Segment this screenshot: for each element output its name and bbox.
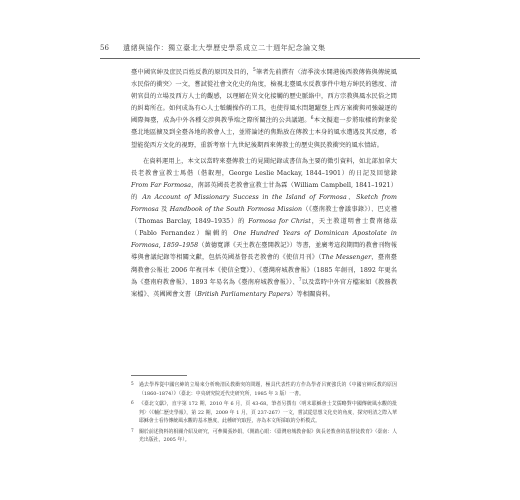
footnote bbox=[131, 400, 397, 426]
footnote-number: 5 bbox=[131, 381, 134, 386]
italic-title: The Messenger bbox=[321, 254, 372, 262]
footnote-text: 過去學界從中國官紳的立場來分析晚清民教衝突的問題，極具代表性的方作為學者呂實強氏的《中國官紳反教的原因（1860–1874）》（臺北：中央研究院近代史研究所，1985 年 3 版）一書。 bbox=[139, 382, 397, 397]
text-run: （黃德寬譯《天主教在臺開教記》）等書，並廣考這段期間的教會刊物報導與會議紀錄等相關文獻，包括英國基督長老教會的《使信月刊》（ bbox=[131, 242, 397, 262]
footnote-marker: 5 bbox=[252, 67, 256, 73]
footnote-text: 《臺北文獻》，直字第 172 期，2010 年 6 月，頁 43-68。筆者另撰有〈明末耶穌會士艾儒略對中國傳統風水觀的批判〉（《輔仁歷史學報》，第 22 期，2009 年 1 月，頁 237-267）一文，嘗試從思想文化史的角度，探究明清之際入華耶穌會士看待傳統風水觀的基本態度，此種研究取徑，亦為本文所採取的分析模式。 bbox=[139, 401, 397, 424]
footnotes bbox=[131, 381, 397, 447]
text-run: ，臺南臺灣教會公報社 2006 年複刊本《使信全覽》）、《臺灣府城教會報》（1885 年創刊，1892 年更名為《臺南府教會報》、1893 年易名為《臺南府城教會報》）、 bbox=[131, 254, 397, 286]
text-run: 以及當時中外官方檔案如《教務教案檔》、英國國會文書（ bbox=[131, 278, 398, 298]
page-number: 56 bbox=[100, 44, 109, 52]
header-rule bbox=[100, 58, 420, 59]
footnote bbox=[131, 428, 397, 445]
text-run: （《臺南教士會議事錄》）、巴克禮（Thomas Barclay, 1849–1935）的 bbox=[131, 206, 398, 226]
italic-title: British Parliamentary Papers bbox=[197, 290, 291, 298]
footnote-marker: 6 bbox=[310, 116, 314, 122]
text-run: 、 bbox=[346, 193, 357, 201]
running-header bbox=[100, 43, 326, 53]
text-run: 臺中國官紳及庶民百姓反教的原因及目的， bbox=[131, 69, 253, 76]
italic-title: Sketch from Formosa bbox=[131, 193, 397, 214]
footnote-marker: 7 bbox=[298, 277, 302, 283]
italic-title: Handbook of the South Formosa Mission bbox=[169, 206, 303, 214]
footnote-number: 7 bbox=[131, 427, 134, 433]
footnote bbox=[131, 381, 397, 398]
paragraph bbox=[131, 156, 397, 301]
italic-title: One Hundred Years of Dominican Apostolate in Formosa, 1859–1958 bbox=[131, 230, 397, 250]
text-run: ，南部英國長老教會宣教士甘為霖（William Campbell, 1841–1921）的 bbox=[131, 181, 398, 201]
italic-title: An Account of Missionary Success in the Island of Formosa bbox=[142, 193, 347, 201]
text-run: ）等相關資料。 bbox=[290, 290, 335, 298]
main-text bbox=[131, 67, 397, 301]
book-title: 遺緒與協作：獨立臺北大學歷史學系成立二十週年紀念論文集 bbox=[123, 44, 326, 52]
footnote-rule bbox=[131, 375, 187, 376]
footnote-number: 6 bbox=[131, 400, 134, 405]
paragraph bbox=[131, 67, 397, 152]
italic-title: Formosa for Christ bbox=[248, 218, 311, 226]
text-run: 及 bbox=[158, 206, 170, 214]
text-run: 本文擬進一步將取樣的對象從臺北地區擴及到全臺各地的教會人士，並將論述的焦點放在傳教士本身的風水遭遇及其反應，希望能從西方文化的視野，重新考察十九世紀後期西來傳教士的歷史與民教衝突的風水情結。 bbox=[131, 117, 397, 149]
text-run: ，天主教道明會士費南德茲（Pablo Fernandez）編輯的 bbox=[131, 218, 397, 238]
italic-title: From Far Formosa bbox=[131, 181, 192, 189]
text-run: 筆者先前撰有〈清季淡水開港後西教傳佈與傳統風水民俗的衝突〉一文，嘗試從社會文化史的角度，檢視北臺風水反教事件中地方紳民的態度、清朝官員的立場及西方人士的觀感，以理解在異文化接觸的歷史脈絡中，西方宗教與風水民俗之間的糾葛所在。如何成為有心人士牴觸操作的工具，也使得風水問題躍登上西方案衝與司強競逐的國際舞臺，成為中外各種交涉與教爭端之際所關注的公共議題。 bbox=[131, 69, 397, 125]
text-run: 在資料運用上，本文以當時來臺傳教士的見聞紀錄或書信為主要的徵引資料，如北部加拿大長老教會宣教士馬偕（偕叡理，George Leslie Mackay, 1844–1901）的日記及回憶錄 bbox=[131, 157, 397, 177]
footnote-text: 關於前述資料的相關介紹及研究，可參閱張妙娟，《開啟心眼：《臺灣府城教會報》與長老教會的基督徒教育》（臺南：人光出版社，2005 年）。 bbox=[139, 428, 397, 443]
